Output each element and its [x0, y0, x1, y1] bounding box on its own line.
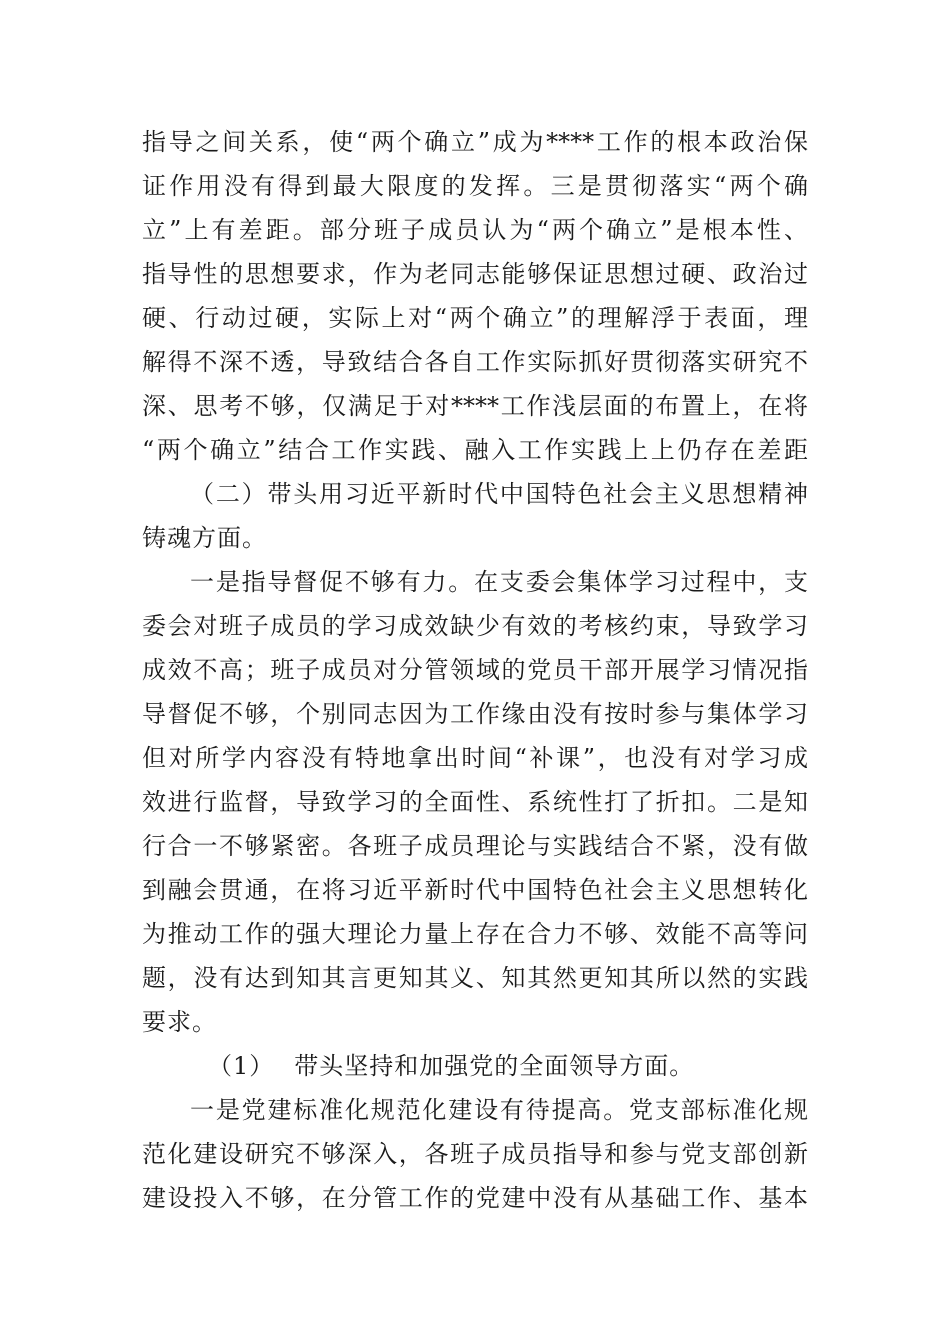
text-line: 要求。: [142, 1008, 217, 1036]
text-line: 建设投入不够，在分管工作的党建中没有从基础工作、基本: [142, 1184, 808, 1212]
heading-line: （二）带头用习近平新时代中国特色社会主义思想精神: [190, 480, 808, 508]
heading-number: （1）: [208, 1052, 275, 1080]
section-heading-2: [142, 472, 808, 560]
text-line: 委会对班子成员的学习成效缺少有效的考核约束，导致学习: [142, 612, 808, 640]
section-heading-3: [142, 1044, 808, 1088]
text-line: 立”上有差距。部分班子成员认为“两个确立”是根本性、: [142, 216, 808, 244]
paragraph-1: [142, 120, 808, 472]
text-line: 解得不深不透，导致结合各自工作实际抓好贯彻落实研究不: [142, 348, 808, 376]
text-line: “两个确立”结合工作实践、融入工作实践上上仍存在差距: [142, 436, 808, 464]
text-line: 效进行监督，导致学习的全面性、系统性打了折扣。二是知: [142, 788, 808, 816]
document-body: [142, 120, 808, 1220]
text-line: 深、思考不够，仅满足于对****工作浅层面的布置上，在将: [142, 392, 808, 420]
text-line: 为推动工作的强大理论力量上存在合力不够、效能不高等问: [142, 920, 808, 948]
text-line: 指导性的思想要求，作为老同志能够保证思想过硬、政治过: [142, 260, 808, 288]
heading-line: 铸魂方面。: [142, 524, 267, 552]
text-line: 到融会贯通，在将习近平新时代中国特色社会主义思想转化: [142, 876, 808, 904]
paragraph-2: [142, 560, 808, 1044]
text-line: 题，没有达到知其言更知其义、知其然更知其所以然的实践: [142, 964, 808, 992]
text-line: 一是指导督促不够有力。在支委会集体学习过程中，支: [190, 568, 808, 596]
heading-text: 带头坚持和加强党的全面领导方面。: [294, 1052, 695, 1080]
text-line: 一是党建标准化规范化建设有待提高。党支部标准化规: [190, 1096, 808, 1124]
text-line: 证作用没有得到最大限度的发挥。三是贯彻落实“两个确: [142, 172, 808, 200]
text-line: 指导之间关系，使“两个确立”成为****工作的根本政治保: [142, 128, 808, 156]
text-line: 但对所学内容没有特地拿出时间“补课”，也没有对学习成: [142, 744, 808, 772]
text-line: 范化建设研究不够深入，各班子成员指导和参与党支部创新: [142, 1140, 808, 1168]
text-line: 导督促不够，个别同志因为工作缘由没有按时参与集体学习: [142, 700, 808, 728]
paragraph-3: [142, 1088, 808, 1220]
text-line: 行合一不够紧密。各班子成员理论与实践结合不紧，没有做: [142, 832, 808, 860]
text-line: 成效不高；班子成员对分管领域的党员干部开展学习情况指: [142, 656, 808, 684]
text-line: 硬、行动过硬，实际上对“两个确立”的理解浮于表面，理: [142, 304, 808, 332]
